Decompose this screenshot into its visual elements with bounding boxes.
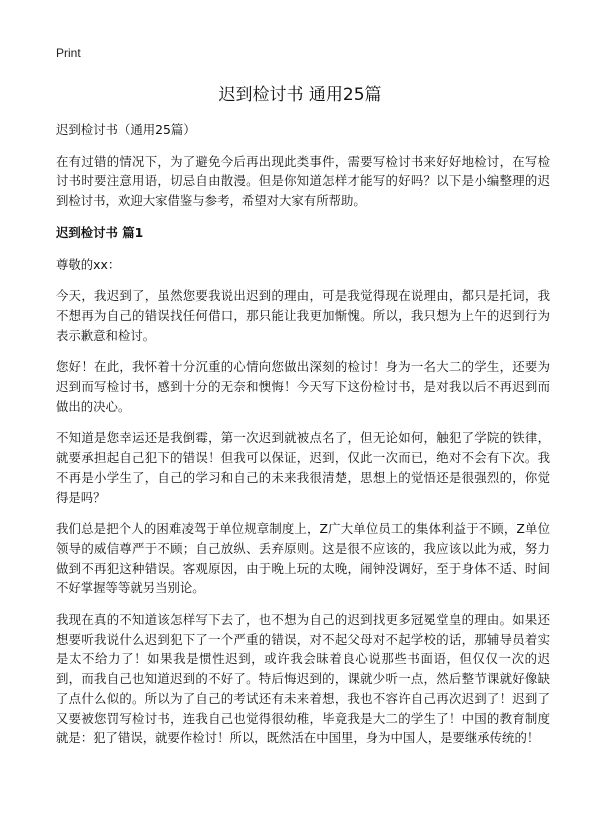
page-title: 迟到检讨书 通用25篇	[218, 85, 382, 105]
body-paragraph-4: 我们总是把个人的困难凌驾于单位规章制度上，Z广大单位员工的集体利益于不顾，Z单位领导的威信尊严于不顾；自己放纵、丢弃原则。这是很不应该的，我应该以此为戒，努力做到不再犯这种错误。客观原因，由于晚上玩的太晚，闹钟没调好，至于身体不适、时间不好掌握等等就另当别论。	[56, 521, 550, 596]
print-label[interactable]: Print	[56, 46, 81, 60]
document-subtitle: 迟到检讨书（通用25篇）	[56, 122, 196, 137]
intro-paragraph: 在有过错的情况下，为了避免今后再出现此类事件，需要写检讨书来好好地检讨，在写检讨书时要注意用语，切忌自由散漫。但是你知道怎样才能写的好吗？以下是小编整理的迟到检讨书，欢迎大家借鉴与参考，希望对大家有所帮助。	[56, 153, 550, 209]
body-paragraph-5: 我现在真的不知道该怎样写下去了，也不想为自己的迟到找更多冠冕堂皇的理由。如果还想要听我说什么迟到犯下了一个严重的错误，对不起父母对不起学校的话，那辅导员着实是太不给力了！如果我是惯性迟到，或许我会昧着良心说那些书面语，但仅仅一次的迟到，而我自己也知道迟到的不好了。特后悔迟到的，课就少听一点，然后整节课就好像缺了点什么似的。所以为了自己的考试还有未来着想，我也不容许自己再次迟到了！迟到了又要被您罚写检讨书，连我自己也觉得很幼稚，毕竟我是大二的学生了！中国的教育制度就是：犯了错误，就要作检讨！所以，既然活在中国里，身为中国人，是要继承传统的！	[56, 612, 550, 746]
body-paragraph-1: 今天，我迟到了，虽然您要我说出迟到的理由，可是我觉得现在说理由，都只是托词，我不想再为自己的错误找任何借口，那只能让我更加惭愧。所以，我只想为上午的迟到行为表示歉意和检讨。	[56, 288, 550, 343]
section-heading: 迟到检讨书 篇1	[56, 224, 144, 240]
salutation: 尊敬的xx：	[56, 256, 121, 272]
body-paragraph-2: 您好！在此，我怀着十分沉重的心情向您做出深刻的检讨！身为一名大二的学生，还要为迟到而写检讨书，感到十分的无奈和懊悔！今天写下这份检讨书，是对我以后不再迟到而做出的决心。	[56, 359, 550, 414]
body-paragraph-3: 不知道是您幸运还是我倒霉，第一次迟到就被点名了，但无论如何，触犯了学院的铁律，就要承担起自己犯下的错误！但我可以保证，迟到，仅此一次而已，绝对不会有下次。我不再是小学生了，自己的学习和自己的未来我很清楚，思想上的觉悟还是很强烈的，你觉得是吗？	[56, 430, 550, 505]
document-body	[56, 120, 550, 760]
